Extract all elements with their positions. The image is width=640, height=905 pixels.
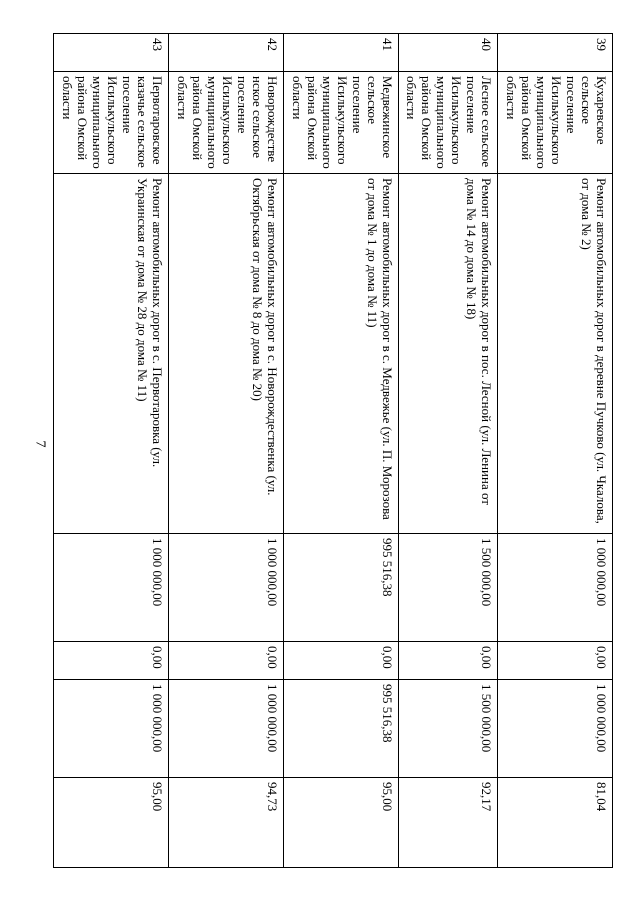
row-number: 39 [498,34,613,72]
percent-cell: 81,04 [498,778,613,868]
municipality-cell: Новорождественское сельское поселение Исилькульского муниципального района Омской области [168,72,283,174]
amount-total-cell: 995 516,38 [283,534,398,642]
work-description-cell: Ремонт автомобильных дорог в с. Новорождественка (ул. Октябрьская от дома № 8 до дома № 20) [168,174,283,534]
municipality-cell: Медвежинское сельское поселение Исилькульского муниципального района Омской области [283,72,398,174]
amount-total-cell: 1 000 000,00 [54,534,169,642]
work-description-cell: Ремонт автомобильных дорог в с. Медвежье (ул. П. Морозова от дома № 1 до дома № 11) [283,174,398,534]
work-description-cell: Ремонт автомобильных дорог в деревне Пучково (ул. Чкалова, от дома № 2) [498,174,613,534]
amount-subsidy-cell: 1 500 000,00 [398,680,497,778]
row-number: 41 [283,34,398,72]
municipality-cell: Кухаревское сельское поселение Исилькульского муниципального района Омской области [498,72,613,174]
row-number: 42 [168,34,283,72]
amount-zero-cell: 0,00 [498,642,613,680]
table-row [283,34,398,868]
amount-total-cell: 1 000 000,00 [168,534,283,642]
table-row [498,34,613,868]
municipality-cell: Первотаровское казачье сельское поселение Исилькульского муниципального района Омской области [54,72,169,174]
amount-subsidy-cell: 1 000 000,00 [498,680,613,778]
amount-zero-cell: 0,00 [168,642,283,680]
amount-subsidy-cell: 1 000 000,00 [168,680,283,778]
percent-cell: 95,00 [54,778,169,868]
table-row [54,34,169,868]
percent-cell: 95,00 [283,778,398,868]
percent-cell: 94,73 [168,778,283,868]
funding-table [53,33,613,868]
table-row [398,34,497,868]
amount-subsidy-cell: 995 516,38 [283,680,398,778]
municipality-cell: Лесное сельское поселение Исилькульского муниципального района Омской области [398,72,497,174]
row-number: 40 [398,34,497,72]
amount-total-cell: 1 500 000,00 [398,534,497,642]
table-row [168,34,283,868]
page-number: 7 [32,440,48,448]
amount-zero-cell: 0,00 [398,642,497,680]
percent-cell: 92,17 [398,778,497,868]
work-description-cell: Ремонт автомобильных дорог в с. Первотаровка (ул. Украинская от дома № 28 до дома № 11) [54,174,169,534]
rotated-table-wrapper [53,33,613,867]
row-number: 43 [54,34,169,72]
amount-subsidy-cell: 1 000 000,00 [54,680,169,778]
amount-total-cell: 1 000 000,00 [498,534,613,642]
work-description-cell: Ремонт автомобильных дорог в пос. Лесной (ул. Ленина от дома № 14 до дома № 18) [398,174,497,534]
amount-zero-cell: 0,00 [283,642,398,680]
amount-zero-cell: 0,00 [54,642,169,680]
